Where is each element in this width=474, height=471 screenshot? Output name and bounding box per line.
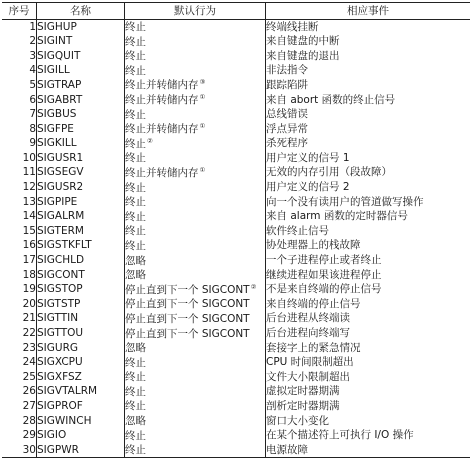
signal-name: SIGQUIT xyxy=(37,49,125,64)
default-action xyxy=(125,326,266,341)
default-action xyxy=(125,238,266,253)
default-action-text: 终止并转储内存 xyxy=(125,79,199,92)
signal-name: SIGTTIN xyxy=(37,311,125,326)
default-action xyxy=(125,92,266,107)
signal-name: SIGUSR1 xyxy=(37,151,125,166)
default-action xyxy=(125,151,266,166)
row-number: 14 xyxy=(2,209,37,224)
table-row xyxy=(2,341,470,356)
row-number: 22 xyxy=(2,326,37,341)
default-action xyxy=(125,341,266,356)
default-action xyxy=(125,209,266,224)
default-action xyxy=(125,428,266,443)
table-row xyxy=(2,355,470,370)
footnote-marker: ③ xyxy=(199,78,206,87)
default-action xyxy=(125,180,266,195)
default-action-text: 终止 xyxy=(125,210,146,223)
signal-event: 来自键盘的中断 xyxy=(266,35,340,48)
default-action xyxy=(125,165,266,180)
default-action-text: 终止并转储内存 xyxy=(125,94,199,107)
signal-event: 不是来自终端的停止信号 xyxy=(266,283,382,296)
signal-event: 一个子进程停止或者终止 xyxy=(266,254,382,267)
footnote-marker: ② xyxy=(250,282,257,291)
default-action-text: 终止 xyxy=(125,429,146,442)
row-number: 13 xyxy=(2,195,37,210)
signal-name: SIGUSR2 xyxy=(37,180,125,195)
signal-event: 来自 abort 函数的终止信号 xyxy=(266,93,396,106)
row-number: 28 xyxy=(2,414,37,429)
default-action-text: 停止直到下一个 SIGCONT xyxy=(125,283,250,296)
table-row xyxy=(2,78,470,93)
signal-event: 终端线挂断 xyxy=(266,20,319,33)
signal-event: 杀死程序 xyxy=(266,137,308,150)
row-number: 7 xyxy=(2,107,37,122)
signal-event: 协处理器上的栈故障 xyxy=(266,239,361,252)
default-action-text: 终止 xyxy=(125,21,146,34)
default-action xyxy=(125,297,266,312)
signal-name: SIGPROF xyxy=(37,399,125,414)
signal-name: SIGFPE xyxy=(37,122,125,137)
default-action xyxy=(125,443,266,458)
default-action-text: 终止 xyxy=(125,239,146,252)
table-row xyxy=(2,92,470,107)
signal-name: SIGHUP xyxy=(37,20,125,35)
signal-event: 来自键盘的退出 xyxy=(266,49,340,62)
default-action-text: 终止 xyxy=(125,35,146,48)
signal-name: SIGWINCH xyxy=(37,414,125,429)
table-row xyxy=(2,414,470,429)
table-row xyxy=(2,428,470,443)
signal-name: SIGCONT xyxy=(37,268,125,283)
default-action xyxy=(125,20,266,35)
default-action xyxy=(125,136,266,151)
table-row xyxy=(2,136,470,151)
signal-name: SIGTERM xyxy=(37,224,125,239)
default-action-text: 终止 xyxy=(125,371,146,384)
table-row xyxy=(2,443,470,458)
row-number: 4 xyxy=(2,63,37,78)
default-action xyxy=(125,311,266,326)
signal-name: SIGBUS xyxy=(37,107,125,122)
row-number: 30 xyxy=(2,443,37,458)
signal-event: 来自 alarm 函数的定时器信号 xyxy=(266,210,408,223)
default-action-text: 忽略 xyxy=(125,415,146,428)
row-number: 26 xyxy=(2,384,37,399)
signal-name: SIGIO xyxy=(37,428,125,443)
row-number: 12 xyxy=(2,180,37,195)
row-number: 24 xyxy=(2,355,37,370)
header-action: 默认行为 xyxy=(125,3,266,20)
default-action xyxy=(125,195,266,210)
row-number: 10 xyxy=(2,151,37,166)
table-row xyxy=(2,180,470,195)
default-action xyxy=(125,224,266,239)
default-action xyxy=(125,63,266,78)
table-row xyxy=(2,63,470,78)
default-action xyxy=(125,107,266,122)
signal-name: SIGALRM xyxy=(37,209,125,224)
table-row xyxy=(2,311,470,326)
table-row xyxy=(2,224,470,239)
row-number: 19 xyxy=(2,282,37,297)
signal-name: SIGSEGV xyxy=(37,165,125,180)
row-number: 16 xyxy=(2,238,37,253)
signal-event: 继续进程如果该进程停止 xyxy=(266,268,382,281)
signal-name: SIGILL xyxy=(37,63,125,78)
default-action-text: 终止 xyxy=(125,137,146,150)
signal-name: SIGSTOP xyxy=(37,282,125,297)
row-number: 1 xyxy=(2,20,37,35)
header-name: 名称 xyxy=(37,3,125,20)
row-number: 11 xyxy=(2,165,37,180)
signal-name: SIGTTOU xyxy=(37,326,125,341)
default-action-text: 终止 xyxy=(125,400,146,413)
signal-event: 在某个描述符上可执行 I/O 操作 xyxy=(266,429,414,442)
table-row xyxy=(2,34,470,49)
table-row xyxy=(2,238,470,253)
row-number: 15 xyxy=(2,224,37,239)
signal-event: 用户定义的信号 2 xyxy=(266,181,350,194)
signal-name: SIGXFSZ xyxy=(37,370,125,385)
row-number: 23 xyxy=(2,341,37,356)
default-action xyxy=(125,253,266,268)
signal-event: 总线错误 xyxy=(266,108,308,121)
row-number: 5 xyxy=(2,78,37,93)
table-row xyxy=(2,253,470,268)
signal-event: 虚拟定时器期满 xyxy=(266,385,340,398)
row-number: 29 xyxy=(2,428,37,443)
default-action-text: 终止 xyxy=(125,108,146,121)
signal-event: 文件大小限制超出 xyxy=(266,370,350,383)
row-number: 25 xyxy=(2,370,37,385)
row-number: 17 xyxy=(2,253,37,268)
default-action xyxy=(125,49,266,64)
table-row xyxy=(2,49,470,64)
footnote-marker: ① xyxy=(199,165,206,174)
table-row xyxy=(2,297,470,312)
default-action-text: 停止直到下一个 SIGCONT xyxy=(125,327,250,340)
table-row xyxy=(2,209,470,224)
header-event: 相应事件 xyxy=(266,3,471,20)
default-action-text: 停止直到下一个 SIGCONT xyxy=(125,312,250,325)
signal-name: SIGURG xyxy=(37,341,125,356)
default-action xyxy=(125,384,266,399)
signal-name: SIGPIPE xyxy=(37,195,125,210)
default-action xyxy=(125,268,266,283)
default-action-text: 终止并转储内存 xyxy=(125,166,199,179)
default-action-text: 终止并转储内存 xyxy=(125,123,199,136)
default-action-text: 终止 xyxy=(125,64,146,77)
row-number: 27 xyxy=(2,399,37,414)
header-num: 序号 xyxy=(2,3,37,20)
table-row xyxy=(2,151,470,166)
signal-event: 向一个没有读用户的管道做写操作 xyxy=(266,195,424,208)
row-number: 9 xyxy=(2,136,37,151)
default-action-text: 终止 xyxy=(125,152,146,165)
row-number: 2 xyxy=(2,34,37,49)
signal-name: SIGKILL xyxy=(37,136,125,151)
default-action-text: 终止 xyxy=(125,356,146,369)
signal-name: SIGPWR xyxy=(37,443,125,458)
default-action xyxy=(125,355,266,370)
table-row xyxy=(2,399,470,414)
table-row xyxy=(2,384,470,399)
default-action xyxy=(125,34,266,49)
footnote-marker: ① xyxy=(199,93,206,102)
default-action-text: 忽略 xyxy=(125,342,146,355)
default-action-text: 终止 xyxy=(125,385,146,398)
default-action-text: 终止 xyxy=(125,181,146,194)
signal-event: 后台进程从终端读 xyxy=(266,312,350,325)
row-number: 6 xyxy=(2,92,37,107)
signal-event: 后台进程向终端写 xyxy=(266,327,350,340)
table-row xyxy=(2,165,470,180)
table-row xyxy=(2,268,470,283)
default-action xyxy=(125,370,266,385)
table-row xyxy=(2,370,470,385)
default-action xyxy=(125,399,266,414)
row-number: 21 xyxy=(2,311,37,326)
default-action xyxy=(125,414,266,429)
signal-name: SIGTRAP xyxy=(37,78,125,93)
row-number: 18 xyxy=(2,268,37,283)
table-row xyxy=(2,282,470,297)
signal-event: 非法指令 xyxy=(266,64,308,77)
default-action-text: 终止 xyxy=(125,196,146,209)
signal-rows xyxy=(2,20,470,458)
signal-event: 跟踪陷阱 xyxy=(266,78,308,91)
table-row xyxy=(2,122,470,137)
default-action-text: 忽略 xyxy=(125,269,146,282)
row-number: 3 xyxy=(2,49,37,64)
signal-event: 剖析定时器期满 xyxy=(266,399,340,412)
default-action-text: 忽略 xyxy=(125,254,146,267)
signal-event: CPU 时间限制超出 xyxy=(266,356,354,369)
default-action-text: 终止 xyxy=(125,444,146,457)
signal-name: SIGABRT xyxy=(37,92,125,107)
signal-event: 来自终端的停止信号 xyxy=(266,297,361,310)
signal-event: 无效的内存引用（段故障） xyxy=(266,166,392,179)
signal-name: SIGCHLD xyxy=(37,253,125,268)
signal-event: 软件终止信号 xyxy=(266,224,329,237)
signal-event: 套接字上的紧急情况 xyxy=(266,341,361,354)
signal-event: 电源故障 xyxy=(266,443,471,458)
signal-name: SIGSTKFLT xyxy=(37,238,125,253)
default-action-text: 终止 xyxy=(125,225,146,238)
table-row xyxy=(2,326,470,341)
table-row xyxy=(2,195,470,210)
footnote-marker: ① xyxy=(199,122,206,131)
table-row xyxy=(2,20,470,35)
signal-event: 用户定义的信号 1 xyxy=(266,151,350,164)
signal-name: SIGVTALRM xyxy=(37,384,125,399)
default-action xyxy=(125,122,266,137)
signal-table xyxy=(2,2,470,458)
row-number: 8 xyxy=(2,122,37,137)
signal-event: 窗口大小变化 xyxy=(266,414,329,427)
table-row xyxy=(2,107,470,122)
default-action-text: 终止 xyxy=(125,50,146,63)
signal-name: SIGINT xyxy=(37,34,125,49)
default-action-text: 停止直到下一个 SIGCONT xyxy=(125,298,250,311)
footnote-marker: ② xyxy=(147,136,153,145)
default-action xyxy=(125,78,266,93)
header-row xyxy=(2,3,470,20)
signal-name: SIGTSTP xyxy=(37,297,125,312)
row-number: 20 xyxy=(2,297,37,312)
signal-name: SIGXCPU xyxy=(37,355,125,370)
signal-event: 浮点异常 xyxy=(266,122,308,135)
default-action xyxy=(125,282,266,297)
